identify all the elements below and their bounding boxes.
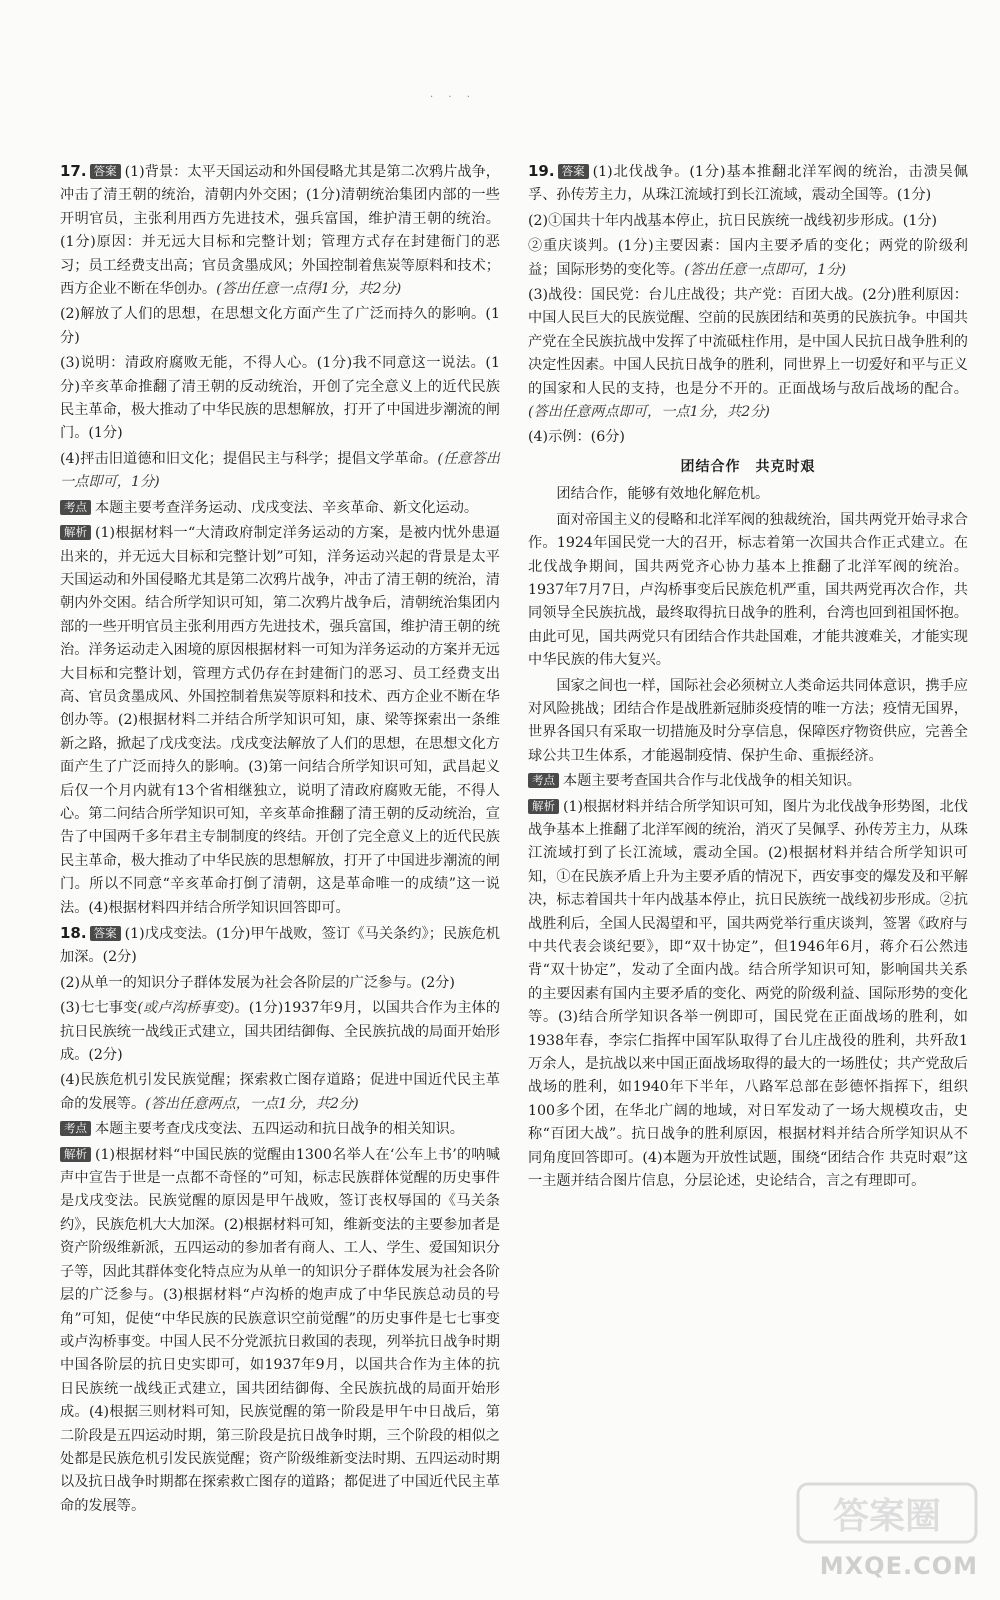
answer-part-4: (4)示例：(6分) xyxy=(528,429,625,446)
essay-paragraph-2: 面对帝国主义的侵略和北洋军阀的独裁统治，国共两党开始寻求合作。1924年国民党一大的召开，标志着第一次国共合作正式建立。在北伐战争期间，国共两党齐心协力基本上推翻了北洋军阀的统治。1937年7月7日，卢沟桥事变后民族危机严重，国共两党再次合作，共同领导全民族抗战，最终取得抗日战争的胜利，台湾也回到祖国怀抱。由此可见，国共两党只有团结合作共赴国难，才能共渡难关，才能实现中华民族的伟大复兴。 xyxy=(528,511,968,669)
answer-part-2b: ②重庆谈判。(1分)主要因素：国内主要矛盾的变化；两党的阶级利益；国际形势的变化等。 xyxy=(528,238,968,278)
kaodian-text: 本题主要考查国共合作与北伐战争的相关知识。 xyxy=(563,773,861,790)
question-17 xyxy=(60,160,500,920)
kaodian-tag: 考点 xyxy=(60,1121,91,1136)
score-note: (任意答出一点即可，1分) xyxy=(60,450,500,491)
answer-tag: 答案 xyxy=(90,164,121,179)
jiexi-text: (1)根据材料“中国民族的觉醒由1300名举人在‘公车上书’的呐喊声中宣告于世是一点都不奇怪的”可知，标志民族群体觉醒的历史事件是戊戌变法。民族觉醒的原因是甲午战败，签订丧权辱国的《马关条约》，民族危机大大加深。(2)根据材料可知，维新变法的主要参加者是资产阶级维新派，五四运动的参加者有商人、工人、学生、爱国知识分子等，因此其群体变化特点应为从单一的知识分子群体发展为社会各阶层的广泛参与。(3)根据材料“卢沟桥的炮声成了中华民族总动员的号角”可知，促使“中华民族的民族意识空前觉醒”的历史事件是七七事变或卢沟桥事变。中国人民不分党派抗日救国的表现，列举抗日战争时期中国各阶层的抗日史实即可，如1937年9月，以国共合作为主体的抗日民族统一战线正式建立，国共团结御侮、全民族抗战的局面开始形成。(4)根据三则材料可知，民族觉醒的第一阶段是甲午中日战后，第二阶段是五四运动时期，第三阶段是抗日战争时期，三个阶段的相似之处都是民族危机引发民族觉醒；资产阶级维新变法时期、五四运动时期以及抗日战争时期都在探索救亡图存的道路；都促进了中国近代民主革命的发展等。 xyxy=(60,1146,500,1514)
alt-note: (或卢沟桥事变) xyxy=(137,1000,235,1017)
scan-specks: · · · xyxy=(430,92,476,103)
answer-part-1: (1)背景：太平天国运动和外国侵略尤其是第二次鸦片战争，冲击了清王朝的统治，清朝内外交困；(1分)清朝统治集团内部的一些开明官员，主张利用西方先进技术，强兵富国，维护清王朝的统治。(1分)原因：并无远大目标和完整计划；管理方式存在封建衙门的恶习；员工经费支出高；官员贪墨成风；外国控制着焦炭等原料和技术；西方企业不断在华创办。 xyxy=(60,164,500,298)
jiexi-tag: 解析 xyxy=(528,799,559,814)
kaodian-text: 本题主要考查戊戌变法、五四运动和抗日战争的相关知识。 xyxy=(95,1121,464,1138)
answer-part-4: (4)抨击旧道德和旧文化；提倡民主与科学；提倡文学革命。 xyxy=(60,450,438,467)
right-column xyxy=(528,160,968,1195)
answer-tag: 答案 xyxy=(558,164,589,179)
jiexi-text: (1)根据材料一“大清政府制定洋务运动的方案，是被内忧外患逼出来的，并无远大目标和完整计划”可知，洋务运动兴起的背景是太平天国运动和外国侵略尤其是第二次鸦片战争，冲击了清王朝的统治，清朝内外交困。结合所学知识可知，第二次鸦片战争后，清朝统治集团内部的一些开明官员主张利用西方先进技术，强兵富国，维护清王朝的统治。洋务运动走入困境的原因根据材料一可知为洋务运动的方案并无远大目标和完整计划，管理方式仍存在封建衙门的恶习、员工经费支出高、官员贪墨成风、外国控制着焦炭等原料和技术、西方企业不断在华创办等。(2)根据材料二并结合所学知识可知，康、梁等探索出一条维新之路，掀起了戊戌变法。戊戌变法解放了人们的思想，在思想文化方面产生了广泛而持久的影响。(3)第一问结合所学知识可知，武昌起义后仅一个月内就有13个省相继独立，说明了清政府腐败无能，不得人心。第二问结合所学知识可知，辛亥革命推翻了清王朝的反动统治，宣告了中国两千多年君主专制制度的终结。开创了完全意义上的近代民族民主革命，极大推动了中华民族的思想解放，打开了中国进步潮流的闸门。所以不同意“辛亥革命打倒了清朝，这是革命唯一的成绩”这一说法。(4)根据材料四并结合所学知识回答即可。 xyxy=(60,525,500,916)
score-note: (答出任意一点得1分，共2分) xyxy=(216,281,402,298)
answer-tag: 答案 xyxy=(90,926,121,941)
answer-part-2a: (2)①国共十年内战基本停止，抗日民族统一战线初步形成。(1分) xyxy=(528,212,938,229)
answer-part-3: (3)战役：国民党：台儿庄战役；共产党：百团大战。(2分)胜利原因：中国人民巨大的民族觉醒、空前的民族团结和英勇的民族抗争。中国共产党在全民族抗战中发挥了中流砥柱作用，是中国人民抗日战争胜利的决定性因素。中国人民抗日战争的胜利，同世界上一切爱好和平与正义的国家和人民的支持，也是分不开的。正面战场与敌后战场的配合。 xyxy=(528,287,968,397)
answer-part-3: (3)七七事变 xyxy=(60,1000,138,1017)
score-note: (答出任意两点，一点1分，共2分) xyxy=(145,1095,359,1112)
answer-part-1: (1)北伐战争。(1分)基本推翻北洋军阀的统治，击溃吴佩孚、孙传芳主力，从珠江流域打到长江流域，震动全国等。(1分) xyxy=(528,164,968,204)
answer-part-1: (1)戊戌变法。(1分)甲午战败，签订《马关条约》；民族危机加深。(2分) xyxy=(60,926,500,966)
watermark-text: MXQE.COM xyxy=(819,1552,978,1580)
kaodian-tag: 考点 xyxy=(60,500,91,515)
question-number: 18. xyxy=(60,924,87,942)
jiexi-tag: 解析 xyxy=(60,525,91,540)
answer-part-3-cont: 。(1分)1937年9月，以国共合作为主体的抗日民族统一战线正式建立，国共团结御侮、全民族抗战的局面开始形成。(2分) xyxy=(60,1000,501,1064)
answer-part-4: (4)民族危机引发民族觉醒；探索救亡图存道路；促进中国近代民主革命的发展等。 xyxy=(60,1072,500,1112)
question-number: 17. xyxy=(60,162,87,180)
essay-paragraph-3: 国家之间也一样，国际社会必须树立人类命运共同体意识，携手应对风险挑战；团结合作是战胜新冠肺炎疫情的唯一方法；疫情无国界，世界各国只有采取一切措施及时分享信息，保障医疗物资供应，完善全球公共卫生体系，才能遏制疫情、保护生命、重振经济。 xyxy=(528,677,968,764)
jiexi-tag: 解析 xyxy=(60,1147,91,1162)
score-note: (答出任意两点即可，一点1分，共2分) xyxy=(528,404,770,421)
kaodian-tag: 考点 xyxy=(528,773,559,788)
answer-part-3: (3)说明：清政府腐败无能，不得人心。(1分)我不同意这一说法。(1分)辛亥革命推翻了清王朝的反动统治，开创了完全意义上的近代民族民主革命，极大推动了中华民族的思想解放，打开了中国进步潮流的闸门。(1分) xyxy=(60,355,500,442)
score-note: (答出任意一点即可，1分) xyxy=(684,261,847,278)
kaodian-text: 本题主要考查洋务运动、戊戌变法、辛亥革命、新文化运动。 xyxy=(95,499,479,516)
essay-paragraph-1: 团结合作，能够有效地化解危机。 xyxy=(556,486,770,503)
watermark-logo-text: 答案圈 xyxy=(832,1496,942,1537)
question-18 xyxy=(60,922,500,1518)
question-number: 19. xyxy=(528,162,555,180)
question-19 xyxy=(528,160,968,1193)
jiexi-text: (1)根据材料并结合所学知识可知，图片为北伐战争形势图，北伐战争基本上推翻了北洋军阀的统治，消灭了吴佩孚、孙传芳主力，从珠江流域打到了长江流域，震动全国。(2)根据材料并结合所学知识可知，①在民族矛盾上升为主要矛盾的情况下，西安事变的爆发及和平解决，标志着国共十年内战基本停止，抗日民族统一战线初步形成。②抗战胜利后，全国人民渴望和平，国共两党举行重庆谈判，签署《政府与中共代表会谈纪要》，即“双十协定”，但1946年6月，蒋介石公然违背“双十协定”，发动了全面内战。结合所学知识可知，影响国共关系的主要因素有国内主要矛盾的变化、两党的阶级利益、国际形势的变化等。(3)结合所学知识各举一例即可，国民党在正面战场的胜利，如1938年春，李宗仁指挥中国军队取得了台儿庄战役的胜利，共歼敌1万余人，是抗战以来中国正面战场取得的最大的一场胜仗；共产党敌后战场的胜利，如1940年下半年，八路军总部在彭德怀指挥下，组织100多个团，在华北广阔的地域，对日军发动了一场大规模攻击，史称“百团大战”。抗日战争的胜利原因，根据材料并结合所学知识从不同角度回答即可。(4)本题为开放性试题，围绕“团结合作 共克时艰”这一主题并结合图片信息，分层论述，史论结合，言之有理即可。 xyxy=(528,798,968,1190)
essay-title: 团结合作 共克时艰 xyxy=(680,458,816,475)
answer-part-2: (2)从单一的知识分子群体发展为社会各阶层的广泛参与。(2分) xyxy=(60,974,455,991)
answer-part-2: (2)解放了人们的思想，在思想文化方面产生了广泛而持久的影响。(1分) xyxy=(60,306,500,346)
left-column xyxy=(60,160,500,1520)
